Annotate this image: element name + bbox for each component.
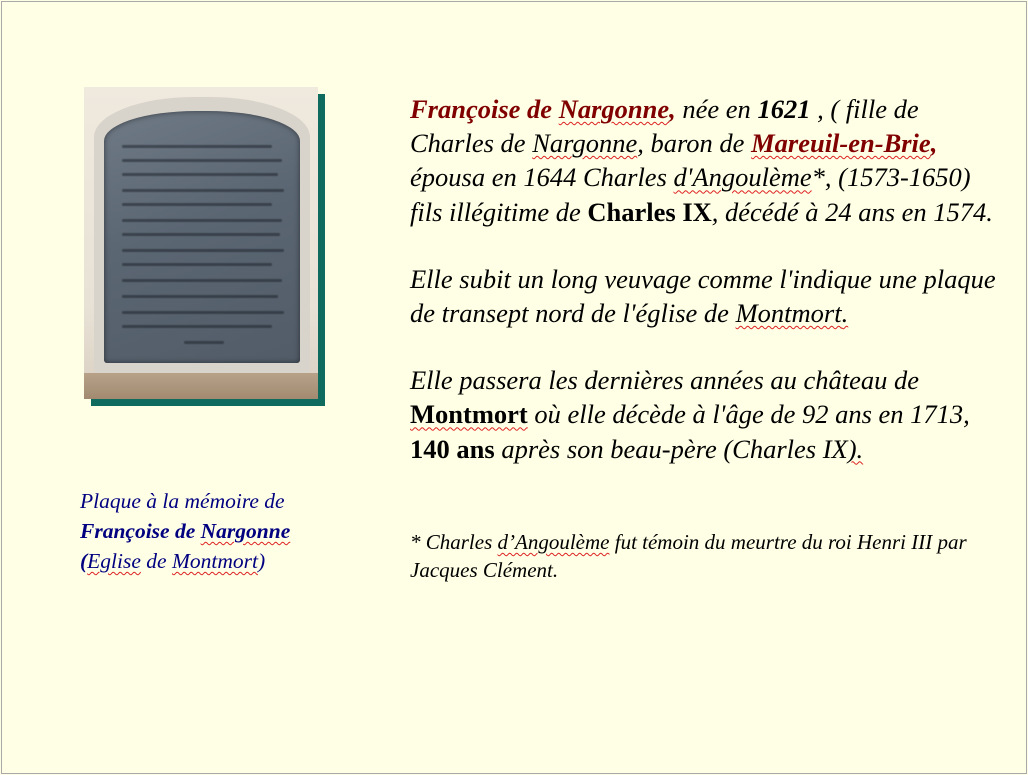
engraved-plaque — [104, 111, 300, 363]
death-text: où elle décède à l'âge de 92 ans en 1713, — [527, 399, 970, 430]
years-after: 140 ans — [410, 433, 495, 464]
place-montmort: Montmort — [735, 298, 842, 329]
plaque-photo — [84, 87, 318, 399]
main-text — [410, 92, 1000, 499]
paragraph-biography — [410, 92, 1000, 229]
birth-year: 1621 — [757, 94, 811, 124]
caption-name-surname: Nargonne — [200, 519, 291, 543]
born-text: née en — [675, 94, 758, 124]
slide — [1, 1, 1027, 774]
last-years-end: ). — [847, 433, 864, 464]
footnote-name: d’Angoulème — [497, 530, 610, 554]
caption-line: Plaque à la mémoire de — [80, 489, 285, 513]
paragraph-widowhood — [410, 262, 1000, 330]
father-surname: Nargonne — [532, 128, 638, 159]
caption-paren: ( — [80, 549, 88, 573]
place-montmort-bold: Montmort — [410, 399, 528, 430]
father-text: , ( fille de Charles de — [410, 94, 919, 159]
paragraph-last-years — [410, 363, 1000, 466]
caption-church-place: Montmort — [171, 549, 258, 573]
married-text: épousa en 1644 Charles — [410, 162, 674, 193]
footnote-text: fut témoin du meurtre du roi Henri III par Jacques Clément. — [410, 530, 967, 582]
widowhood-end: . — [841, 298, 849, 329]
footnote-star: * Charles — [410, 530, 498, 554]
caption-church: Eglise — [87, 549, 141, 573]
subject-comma: , — [669, 94, 676, 124]
photo-floor — [84, 373, 318, 399]
last-years-text: Elle passera les dernières années au château de — [410, 365, 920, 396]
husband-name: d'Angoulème — [673, 162, 812, 193]
paragraph-end: , décédé à 24 ans en 1574. — [711, 196, 993, 227]
footnote — [410, 528, 1000, 584]
subject-surname: Nargonne — [558, 94, 670, 124]
caption-name: Françoise de — [80, 519, 201, 543]
subject-name: Françoise de — [410, 94, 559, 124]
baron-text: , baron de — [637, 128, 752, 159]
caption-church-de: de — [140, 549, 172, 573]
king-name: Charles IX — [587, 196, 712, 227]
widowhood-text: Elle subit un long veuvage comme l'indique une plaque de transept nord de l'église de — [410, 263, 996, 329]
place-mareuil: Mareuil-en-Brie — [751, 128, 931, 159]
plaque-image — [84, 87, 318, 399]
photo-caption — [80, 486, 370, 576]
after-text: après son beau-père (Charles IX — [494, 433, 848, 464]
caption-paren-close: ) — [257, 549, 266, 573]
place-comma: , — [930, 128, 938, 159]
husband-text: *, (1573-1650) fils illégitime de — [410, 162, 971, 227]
